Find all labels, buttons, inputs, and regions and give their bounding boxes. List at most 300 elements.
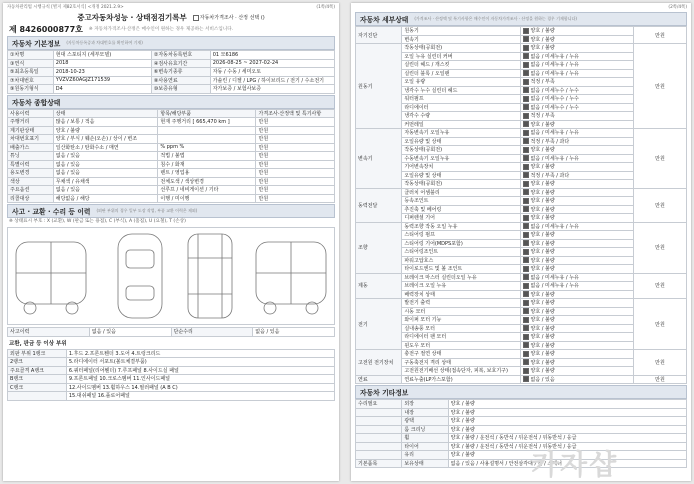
basic-row [8,85,335,94]
row-label: 특별이력 [8,160,54,169]
status-options[interactable]: 없음 / 미세누유 / 누유 [521,129,634,138]
row-value[interactable]: 침수 / 화재 [158,160,256,169]
status-options[interactable]: 없음 / 미세누유 / 누유 [521,61,634,70]
item-label: 발전기 출력 [402,299,521,308]
car-outline-diagram [8,228,334,324]
item-label: 냉각수 수량 [402,112,521,121]
row-label: 주요옵션 [8,186,54,195]
row-value[interactable] [158,135,256,144]
table-row [8,118,335,127]
item-label: 윈도우 모터 [402,341,521,350]
damage-section-title: 교환, 판금 등 이상 부위 [9,340,67,347]
page-header [3,3,339,11]
row-value[interactable]: 선루프 / 네비게이션 / 기타 [158,186,256,195]
table-row [8,169,335,178]
document-page-1 [3,3,339,481]
status-options[interactable]: 양호 / 불량 [521,299,634,308]
item-label: 실내송풍 모터 [402,324,521,333]
group-label: 원동기 [356,44,402,129]
status-options[interactable]: 양호 / 불량 [448,451,686,460]
basic-value[interactable]: 2018-10-23 [53,68,151,77]
row-label: 배출가스 [8,143,54,152]
status-checkbox[interactable] [523,147,529,153]
basic-label: ⑩보증유형 [151,85,210,94]
status-options[interactable]: 양호 / 불량 / 운전석 / 동반석 / 뒤운전석 / 뒤동반석 / 응급 [448,434,686,443]
status-options[interactable]: 양호 / 불량 [521,163,634,172]
item-label: 브레이크 오일 누유 [402,282,521,291]
group-label: 전기 [356,299,402,350]
table-row [356,188,687,197]
row-value: 만원 [256,126,335,135]
basic-info-header: 자동차 기본정보 (자동차등록증과 차대번호를 확인하여 기재) [7,36,335,50]
row-value: 만원 [256,177,335,186]
panel-row [8,392,335,401]
status-checkbox[interactable] [523,206,529,212]
basic-label: ③연식 [8,59,54,68]
panel-rank: B랭크 [8,375,67,384]
basic-row [8,68,335,77]
group-label [356,442,402,451]
status-options[interactable]: 양호 / 불량 [521,307,634,316]
row-value[interactable]: 이행 / 미이행 [158,194,256,203]
other-info-header: 자동차 기타정보 [355,385,687,399]
table-row [356,442,687,451]
item-label: 동력조향 작동 오일 누유 [402,222,521,231]
item-label: 광택 [402,417,448,426]
status-options[interactable]: 양호 / 불량 [521,197,634,206]
basic-label: ⑧사용연료 [151,76,210,85]
item-label: 배력장치 상태 [402,290,521,299]
status-checkbox[interactable] [523,325,529,331]
status-options[interactable]: 없음 / 미세누유 / 누유 [521,282,634,291]
status-options[interactable]: 양호 / 불량 [521,27,634,36]
panel-rank: 외판 부위 1랭크 [8,349,67,358]
row-value[interactable]: 렌트 / 영업용 [158,169,256,178]
status-checkbox[interactable] [523,308,529,314]
group-label [356,451,402,460]
status-checkbox[interactable] [523,198,529,204]
other-info-table [355,399,687,468]
panel-rank-table [7,349,335,401]
row-value: 만원 [256,118,335,127]
status-options[interactable]: 양호 / 불량 [521,367,634,376]
table-row [356,350,687,359]
row-label: 계기판상태 [8,126,54,135]
basic-info-table [7,50,335,94]
table-row [356,434,687,443]
accident-summary-table: 사고이력 없음 / 있음 단순수리 없음 / 있음 [7,327,335,337]
row-value[interactable]: 없음 / 있음 [53,152,158,161]
item-label: 라디에이터 [402,103,521,112]
row-label: 주행거리 [8,118,54,127]
item-label: 실린더 블록 / 오일팬 [402,69,521,78]
status-options[interactable]: 양호 / 불량 [521,316,634,325]
overall-status-table [7,109,335,204]
panel-items[interactable]: 6.쿼터패널(리어휀더) 7.루프패널 8.사이드실 패널 [66,366,334,375]
item-label: 외장 [402,400,448,409]
price-cell: 만원 [634,273,687,299]
row-value[interactable]: 양호 / 부식 / 훼손(오손) / 상이 / 변조 [53,135,158,144]
status-options[interactable]: 없음 / 미세누수 / 누수 [521,86,634,95]
table-row [8,126,335,135]
status-options[interactable]: 없음 / 미세누유 / 누유 [521,69,634,78]
basic-value[interactable]: 현대 스포티지 (세부모델) [53,51,151,60]
item-label: 보유상태 [402,459,448,468]
form-citation: 자동차관리법 시행규칙 [별지 제82호서식] <개정 2021.2.9> [7,5,124,10]
document-page-2 [351,3,691,481]
status-options[interactable]: 양호 / 불량 [521,188,634,197]
row-value: 만원 [256,135,335,144]
panel-items[interactable]: 5.라디에이터 서포트(볼트체결부품) [66,358,334,367]
table-row [8,152,335,161]
item-label: 스티어링 펌프 [402,231,521,240]
panel-row [8,366,335,375]
status-checkbox[interactable] [523,249,529,255]
basic-value[interactable]: 가솔린 / 디젤 / LPG / 하이브리드 / 전기 / 수소전기 [210,76,334,85]
status-checkbox[interactable] [523,113,529,119]
status-checkbox[interactable] [523,283,529,289]
status-options[interactable]: 양호 / 불량 [521,44,634,53]
panel-row [8,383,335,392]
accident-history-header: 사고 · 교환 · 수리 등 이력 (외판 부위의 경우 일부 도장 작업, 부품 교환 이력은 제외) [7,204,335,218]
watermark-logo: 카자샵 [531,448,619,481]
vehicle-diagram [7,227,335,325]
panel-items[interactable]: 1.후드 2.프론트휀더 3.도어 4.트렁크리드 [66,349,334,358]
status-checkbox[interactable] [523,240,529,246]
basic-row [8,59,335,68]
item-label: 휠 [402,434,448,443]
status-checkbox[interactable] [523,121,529,127]
overall-header-row [8,109,335,118]
column-header: 가격조사·산정액 및 특기사항 [256,109,335,118]
row-value: 만원 [256,194,335,203]
item-label: 기어변속장치 [402,163,521,172]
basic-label: ⑦차대번호 [8,76,54,85]
status-checkbox[interactable] [523,215,529,221]
basic-label: ⑥변속기종류 [151,68,210,77]
item-label: 냉각수 누수 실린더 헤드 [402,86,521,95]
status-checkbox[interactable] [523,189,529,195]
status-checkbox[interactable] [523,36,529,42]
status-checkbox[interactable] [523,96,529,102]
price-cell: 만원 [634,188,687,222]
row-value: 만원 [256,186,335,195]
status-checkbox[interactable] [523,300,529,306]
status-options[interactable]: 적정 / 부족 [521,112,634,121]
panel-items[interactable]: 15.대쉬패널 16.플로어패널 [66,392,334,401]
status-options[interactable]: 양호 / 불량 [521,231,634,240]
row-label: 튜닝 [8,152,54,161]
status-checkbox[interactable] [523,53,529,59]
row-value: 만원 [256,152,335,161]
group-label: 동력전달 [356,188,402,222]
document-title-row: 중고자동차성능 · 상태점검기록부 자동차가격조사 · 산정 선택 () [77,13,265,22]
status-options[interactable]: 양호 / 불량 [521,290,634,299]
item-label: 자동변속기 오일누유 [402,129,521,138]
status-options[interactable]: 양호 / 불량 [448,400,686,409]
status-options[interactable]: 없음 / 있음 [521,375,634,384]
item-label: 브레이크 마스터 실린더오일 누유 [402,273,521,282]
item-label: 등속조인트 [402,197,521,206]
item-label: 오일유량 및 상태 [402,137,521,146]
status-checkbox[interactable] [523,79,529,85]
basic-value[interactable]: 자가보증 / 보험사보증 [210,85,334,94]
row-value[interactable]: 없음 / 있음 [53,169,158,178]
table-row [8,160,335,169]
row-value[interactable]: 해당없음 / 해당 [53,194,158,203]
status-options[interactable]: 적정 / 부족 [521,78,634,87]
panel-row [8,375,335,384]
basic-label: ⑤최초등록일 [8,68,54,77]
item-label: 작동상태(공회전) [402,180,521,189]
column-header: 사용이력 [8,109,54,118]
status-checkbox[interactable] [523,104,529,110]
item-label: 오일유량 및 상태 [402,171,521,180]
detail-status-header: 자동차 세부상태 (가격조사 · 산정액 및 특기사항은 매수인이 자동차가격조사 · 산정을 원하는 경우 기재합니다) [355,12,687,26]
price-cell: 만원 [634,222,687,273]
basic-value[interactable]: YVZVZ60AGJZ171539 [53,76,151,85]
panel-rank: 2랭크 [8,358,67,367]
basic-label: ①차명 [8,51,54,60]
row-value[interactable]: % ppm % [158,143,256,152]
status-options[interactable]: 적정 / 부족 / 과다 [521,171,634,180]
status-options[interactable]: 없음 / 미세누수 / 누수 [521,103,634,112]
status-options[interactable]: 양호 / 불량 [448,408,686,417]
table-row [356,451,687,460]
item-label: 작동상태(공회전) [402,44,521,53]
row-value[interactable]: 현재 주행거리 [ 665,470 km ] [158,118,256,127]
status-checkbox[interactable] [523,274,529,280]
status-checkbox[interactable] [523,359,529,365]
status-options[interactable]: 양호 / 불량 [521,239,634,248]
status-options[interactable]: 양호 / 불량 [521,341,634,350]
item-label: 커먼레일 [402,120,521,129]
table-row [356,44,687,53]
item-label: 작동상태(공회전) [402,146,521,155]
group-label: 제동 [356,273,402,299]
basic-value[interactable]: 자동 / 수동 / 세미오토 [210,68,334,77]
status-checkbox[interactable] [523,232,529,238]
row-label: 색상 [8,177,54,186]
status-checkbox[interactable] [523,342,529,348]
item-label: 타이어 [402,442,448,451]
panel-items[interactable]: 12.사이드멤버 13.휠하우스 14.필러패널 (A B C) [66,383,334,392]
basic-value[interactable]: 2018 [53,59,151,68]
row-value[interactable]: 없음 / 있음 [53,160,158,169]
basic-value[interactable]: D4 [53,85,151,94]
group-label [356,434,402,443]
row-label: 차대번호표기 [8,135,54,144]
item-label: 디퍼렌셜 기어 [402,214,521,223]
item-label: 시동 모터 [402,307,521,316]
status-options[interactable]: 양호 / 불량 [521,265,634,274]
panel-rank: 주요골격 A랭크 [8,366,67,375]
group-label [356,425,402,434]
price-cell: 만원 [634,44,687,129]
table-row [356,222,687,231]
basic-value[interactable]: 01 모6186 [210,51,334,60]
item-label: 라디에이터 팬 모터 [402,333,521,342]
group-label: 변속기 [356,129,402,189]
row-value[interactable] [158,126,256,135]
status-options[interactable]: 양호 / 불량 [521,333,634,342]
status-options[interactable]: 양호 / 불량 [521,248,634,257]
row-value: 만원 [256,160,335,169]
status-options[interactable]: 양호 / 불량 [448,417,686,426]
status-options[interactable]: 없음 / 미세누유 / 누유 [521,52,634,61]
item-label: 파워고압호스 [402,256,521,265]
status-checkbox[interactable] [523,266,529,272]
status-checkbox[interactable] [523,376,529,382]
group-label: 수리필요 [356,400,402,409]
status-checkbox[interactable] [523,87,529,93]
detail-status-table [355,26,687,384]
group-label: 기본품목 [356,459,402,468]
basic-label: ⑨원동기형식 [8,85,54,94]
item-label: 클러치 어셈블리 [402,188,521,197]
item-label: 스티어링조인트 [402,248,521,257]
table-row [356,27,687,36]
status-options[interactable]: 없음 / 미세누유 / 누유 [521,273,634,282]
column-header: 상태 [53,109,158,118]
item-label: 스티어링 기어(MDPS포함) [402,239,521,248]
panel-items[interactable]: 9.프론트패널 10.크로스멤버 11.인사이드패널 [66,375,334,384]
status-checkbox[interactable] [523,28,529,34]
page-number: (1쪽/4쪽) [316,5,335,10]
status-checkbox[interactable] [523,334,529,340]
price-cell: 만원 [634,350,687,376]
group-label [356,408,402,417]
status-options[interactable]: 양호 / 불량 [521,214,634,223]
row-value[interactable]: 없음 / 있음 [53,186,158,195]
accident-legend: ※ 상태표시 부호 : X (교환), W (판금 또는 용접), C (부식), A (흠집), U (요철), T (손상) [9,219,186,224]
group-label: 고전원 전기장치 [356,350,402,376]
item-label: 충전구 절연 상태 [402,350,521,359]
table-row [356,375,687,384]
row-value[interactable]: 적법 / 불법 [158,152,256,161]
table-row [8,186,335,195]
price-cell: 만원 [634,375,687,384]
row-value[interactable]: 많음 / 보통 / 적음 [53,118,158,127]
status-checkbox[interactable] [523,368,529,374]
row-value: 만원 [256,143,335,152]
table-row [356,400,687,409]
status-checkbox[interactable] [523,70,529,76]
table-row [356,408,687,417]
status-checkbox[interactable] [523,257,529,263]
item-label: 내장 [402,408,448,417]
table-row [8,177,335,186]
status-checkbox[interactable] [523,291,529,297]
item-label: 수동변속기 오일누유 [402,154,521,163]
row-value[interactable]: 무채색 / 유채색 [53,177,158,186]
car-frame-view [188,234,232,318]
group-label [356,417,402,426]
row-value[interactable]: 양호 / 불량 [53,126,158,135]
status-options[interactable]: 양호 / 불량 [521,350,634,359]
row-value: 만원 [256,169,335,178]
item-label: 구동축전지 격리 상태 [402,358,521,367]
status-checkbox[interactable] [523,223,529,229]
status-options[interactable]: 없음 / 미세누수 / 누수 [521,95,634,104]
status-options[interactable]: 양호 / 불량 [521,180,634,189]
basic-value[interactable]: 2026-08-25 ~ 2027-02-24 [210,59,334,68]
item-label: 원동기 [402,27,521,36]
page-number-right: (2쪽/4쪽) [668,5,687,10]
status-options[interactable]: 없음 / 미세누유 / 누유 [521,222,634,231]
price-cell: 만원 [634,129,687,189]
table-row [356,273,687,282]
status-options[interactable]: 없음 / 있음 / 사용설명서 / 안전삼각대 / 잭 / 스패너 [448,459,686,468]
registration-note: ※ 자동차가격조사·산정은 매수인이 원하는 경우 제공하는 서비스입니다. [88,26,234,32]
item-label: 와이퍼 모터 기능 [402,316,521,325]
table-row [8,194,335,203]
table-row [8,143,335,152]
status-checkbox[interactable] [523,351,529,357]
page-header-right [351,3,691,11]
status-options[interactable]: 양호 / 불량 [521,35,634,44]
registration-number: 제 8426000877호 [9,25,83,34]
table-row [8,135,335,144]
overall-status-header: 자동차 종합상태 [7,95,335,109]
status-checkbox[interactable] [523,181,529,187]
status-checkbox[interactable] [523,62,529,68]
status-options[interactable]: 양호 / 불량 [448,425,686,434]
item-label: 룸 크리닝 [402,425,448,434]
car-top-view [118,234,162,318]
price-cell: 만원 [634,299,687,350]
item-label: 오일 유량 [402,78,521,87]
item-label: 실린더 헤드 / 개스킷 [402,61,521,70]
status-options[interactable]: 양호 / 불량 [521,146,634,155]
price-option-checkbox[interactable] [193,15,199,21]
basic-label: ④검사유효기간 [151,59,210,68]
table-row [356,459,687,468]
status-checkbox[interactable] [523,130,529,136]
panel-row [8,349,335,358]
column-header: 항목/해당부품 [158,109,256,118]
status-options[interactable]: 없음 / 미세누유 / 누유 [521,154,634,163]
status-options[interactable]: 양호 / 불량 [521,256,634,265]
table-row [356,299,687,308]
status-checkbox[interactable] [523,155,529,161]
status-options[interactable]: 양호 / 불량 [521,120,634,129]
row-value[interactable]: 전체도색 / 색상변경 [158,177,256,186]
status-checkbox[interactable] [523,317,529,323]
panel-row [8,358,335,367]
item-label: 타이로드엔드 및 볼 조인트 [402,265,521,274]
status-checkbox[interactable] [523,138,529,144]
group-label: 자기진단 [356,27,402,44]
group-label: 조향 [356,222,402,273]
group-label: 연료 [356,375,402,384]
panel-rank [8,392,67,401]
status-checkbox[interactable] [523,45,529,51]
status-options[interactable]: 양호 / 불량 / 운전석 / 동반석 / 뒤운전석 / 뒤동반석 / 응급 [448,442,686,451]
row-value[interactable]: 일산화탄소 / 탄화수소 / 매연 [53,143,158,152]
status-checkbox[interactable] [523,172,529,178]
status-options[interactable]: 양호 / 불량 [521,358,634,367]
status-options[interactable]: 적정 / 부족 / 과다 [521,137,634,146]
document-title: 중고자동차성능 · 상태점검기록부 [77,13,187,22]
basic-row [8,51,335,60]
basic-row [8,76,335,85]
table-row [356,129,687,138]
item-label: 워터펌프 [402,95,521,104]
status-checkbox[interactable] [523,164,529,170]
status-options[interactable]: 양호 / 불량 [521,205,634,214]
status-options[interactable]: 양호 / 불량 [521,324,634,333]
